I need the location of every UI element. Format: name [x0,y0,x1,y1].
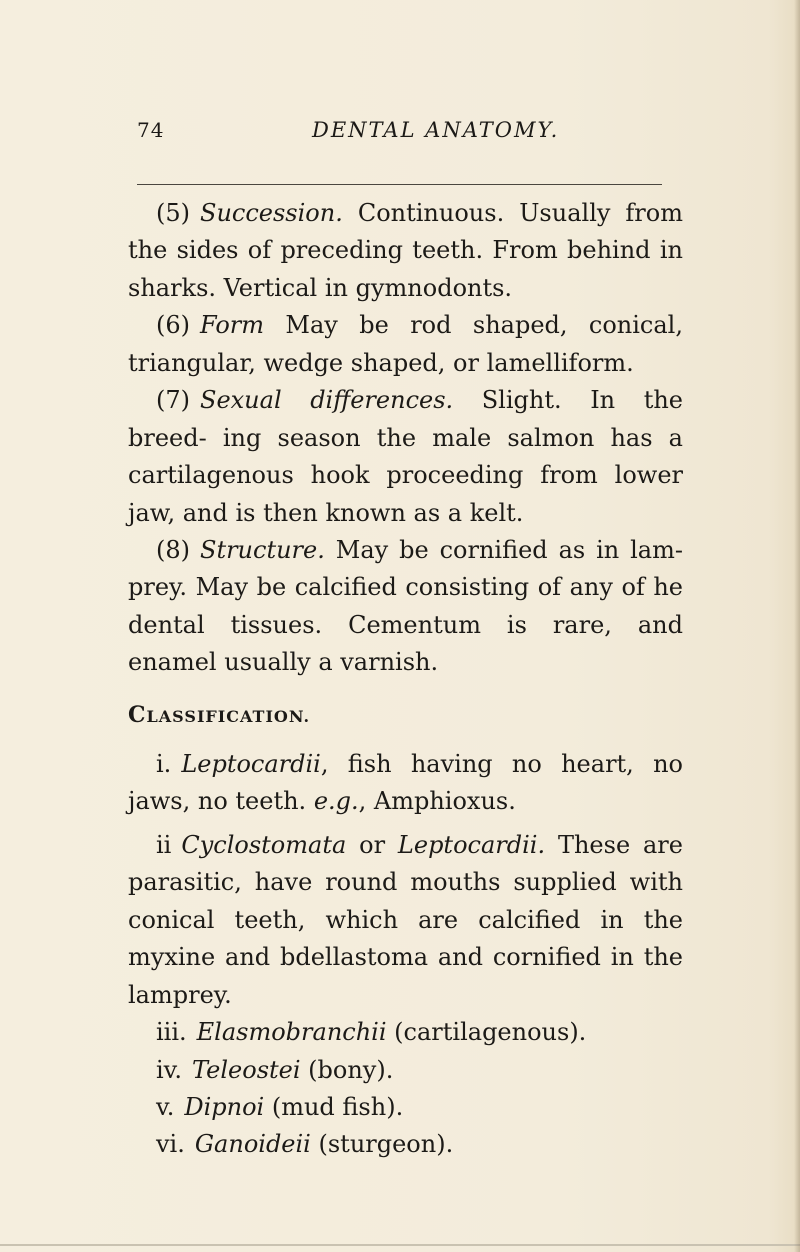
header-rule [137,184,662,185]
classification-item-text: (mud fish). [264,1092,404,1121]
classification-item-number: v. [156,1092,175,1121]
paragraph-number: (6) [156,311,190,340]
paragraph-sexual-differences [128,382,683,532]
classification-item [128,746,683,821]
classification-item [128,1126,683,1163]
classification-item [128,827,683,1014]
paragraph-succession [128,195,683,307]
classification-item-term: Cyclostomata [181,830,347,859]
classification-item-term: Dipnoi [184,1092,265,1121]
paragraph-structure [128,532,683,682]
paragraph-heading: Succession. [200,199,343,227]
classification-item-text: These are parasitic, have round mouths supplied with conical teeth, which are calcified in the myxine and bdellastoma and cornified in the lamprey. [128,830,683,1009]
paragraph-number: (5) [156,199,190,227]
page-body [128,195,683,1164]
classification-item [128,1052,683,1089]
paragraph-text: Slight. In the breed- ing season the male salmon has a cartilagenous hook proceeding from lower jaw, and is then known as a kelt. [128,386,683,527]
classification-heading-initial: C [128,701,147,728]
classification-item-number: i. [156,750,172,778]
paragraph-number: (7) [156,386,190,415]
classification-list [128,746,683,1164]
page-bottom-edge [0,1244,800,1246]
classification-heading [128,698,683,732]
classification-item-number: iii. [156,1018,187,1047]
classification-item [128,1014,683,1051]
classification-item-term: Teleostei [192,1055,301,1084]
classification-item-text: (bony). [300,1055,394,1084]
classification-item-number: iv. [156,1055,183,1084]
running-head: DENTAL ANATOMY. [312,118,560,142]
classification-item [128,1089,683,1126]
classification-item-text: or [346,830,398,859]
classification-item-number: vi. [156,1130,185,1159]
page-edge-shadow [794,0,800,1252]
classification-item-number: ii [156,830,172,859]
classification-item-term: Elasmobranchii [196,1018,387,1047]
page-number: 74 [137,118,165,142]
paragraph-text: Continuous. Usually from the sides of preceding teeth. From behind in sharks. Vertical in gymnodonts. [128,199,683,302]
paragraph-number: (8) [156,535,190,564]
classification-heading-rest: LASSIFICATION. [146,706,311,726]
classification-item-text: (sturgeon). [310,1130,454,1159]
paragraph-form [128,307,683,382]
classification-item-term: e.g. [313,787,359,816]
classification-item-text: , Amphioxus. [358,787,516,816]
paragraph-heading: Structure. [200,535,325,564]
page-header [137,118,660,158]
paragraph-text: May be cornified as in lam- prey. May be calcified consisting of any of he dental tissues. Cementum is rare, and enamel usually a varnish. [128,535,683,677]
paragraph-text: May be rod shaped, conical, triangular, wedge shaped, or lamelliform. [128,311,683,377]
classification-item-text: , fish having no heart, no jaws, no teeth. [128,750,683,816]
classification-item-term: Leptocardii. [397,830,546,859]
classification-item-term: Leptocardii [181,750,321,778]
classification-item-text: (cartilagenous). [386,1018,587,1047]
paragraph-heading: Form [200,311,265,340]
paragraph-heading: Sexual differences. [200,386,454,415]
classification-item-term: Ganoideii [194,1130,311,1159]
